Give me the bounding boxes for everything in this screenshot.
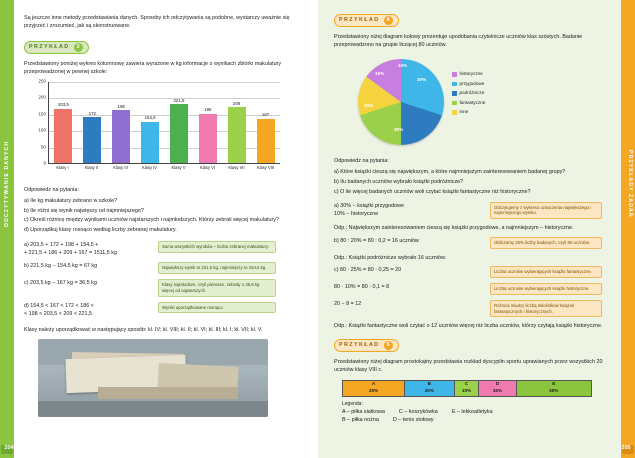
strip-label-a: A — [371, 381, 376, 387]
strip-value-a: 25% — [368, 388, 379, 394]
example-5-lead: Przedstawiony niżej diagram prostokątny przedstawia rozkład dyscyplin sportu uprawianych przez wszystkich 20 uczniów klasy VIII c. — [334, 358, 603, 373]
example-4-lead: Przedstawiony niżej diagram kołowy prezentuje upodobania czytelnicze uczniów klas szóstych. Badanie przeprowadzono na grupie liczącej 80 uczniów. — [334, 34, 583, 49]
pie-legend — [452, 71, 485, 118]
answer-b-right-text: b) 80 : 20% = 80 : 0,2 = 16 uczniów — [334, 238, 419, 245]
answer-c-note: Klasy najmłodsze, czyli pierwsze, zebrały o 36,5 kg więcej od najstarszych. — [158, 279, 276, 297]
right-page — [318, 0, 635, 458]
legend-label-przygodowe: przygodowe — [459, 80, 485, 86]
photo-stack-4 — [98, 387, 238, 399]
legend-swatch-historyczne — [452, 72, 457, 77]
strip-legend-c: C – koszykówka — [398, 409, 438, 416]
y-tick-100: 100 — [38, 127, 46, 133]
legend-swatch-podroznicze — [452, 91, 457, 96]
strip-value-e: 30% — [549, 388, 559, 394]
x-label-6: Klasy VI — [199, 164, 216, 170]
example-5-tag — [334, 339, 399, 352]
strip-legend-a: A – piłka siatkowa — [342, 409, 385, 416]
left-page-side-tab — [0, 0, 14, 458]
example-4-header — [334, 14, 616, 27]
question-c-left: c) Określ różnicę między wynikami uczniów najstarszych i najmłodszych. Którzy zebrali więcej makulatury? — [24, 217, 279, 224]
legend-label-podroznicze: podróżnicze — [459, 90, 485, 96]
bar-klasy-i — [54, 102, 72, 163]
answer-a-text — [24, 241, 152, 257]
bar-col-2 — [82, 82, 102, 163]
legend-label-fantastyczne: fantastyczne — [459, 99, 486, 105]
pie-label-podroznicze: 20% — [394, 127, 404, 133]
answer-c3-right-note: Różnica między liczbą miłośników książek fantastycznych i historycznych. — [490, 300, 602, 318]
left-page-number: 204 — [4, 444, 14, 451]
legend-swatch-inne — [452, 110, 457, 115]
answer-b-note: Największy wynik to 221,5 kg, najmniejszy to 154,5 kg. — [158, 262, 276, 274]
left-tail-text: Klasy należy uporządkować w następujący sposób: kl. IV; kl. VIII; kl. II; kl. VI; kl. III; kl. I; kl. VII; kl. V. — [24, 326, 263, 333]
answer-a-line1: a) 203,5 + 172 + 198 + 154,5 + — [24, 242, 99, 249]
strip-legend-b: B – piłka nożna — [342, 417, 379, 424]
legend-item-historyczne — [452, 71, 485, 78]
answer-b-text: b) 221,5 kg − 154,5 kg = 67 kg — [24, 263, 98, 270]
legend-item-fantastyczne — [452, 100, 485, 107]
strip-value-b: 20% — [424, 388, 434, 394]
example-4-label: PRZYKŁAD — [339, 17, 380, 24]
example-3-label: PRZYKŁAD — [29, 44, 70, 51]
answer-row-c — [24, 279, 304, 297]
left-page-content — [24, 14, 304, 417]
bar-klasy-iv — [141, 115, 159, 163]
example-3-header — [24, 41, 304, 54]
strip-segment-d — [479, 381, 516, 396]
example-5-label: PRZYKŁAD — [339, 342, 380, 348]
x-label-5: Klasy V — [171, 164, 186, 170]
strip-legend — [342, 401, 616, 425]
bar-chart-plot-area — [48, 82, 280, 164]
strip-value-c: 10% — [461, 388, 472, 394]
answer-d-line2: < 198 < 203,5 < 209 < 221,5 — [24, 310, 93, 317]
bar-klasy-ii — [83, 110, 101, 163]
question-a-right: a) Które książki cieszą się największym, a które najmniejszym zainteresowaniem badanej grupy? — [334, 169, 566, 176]
right-page-content — [334, 14, 616, 425]
bar-value-1: 203,5 — [57, 102, 69, 108]
pie-label-inne: 15% — [375, 71, 385, 77]
bar-chart — [30, 78, 280, 178]
strip-value-d: 15% — [492, 388, 503, 394]
legend-item-podroznicze — [452, 90, 485, 97]
pie-label-fantastyczne: 25% — [364, 103, 374, 109]
bar-col-7 — [227, 82, 247, 163]
y-tick-50: 50 — [40, 144, 46, 150]
answer-c2-right-text: 80 · 10% = 80 · 0,1 = 8 — [334, 284, 390, 291]
paper-stack-photo — [38, 339, 268, 417]
final-answer-right: Odp.: Książki fantastyczne woli czytać o 12 uczniów więcej niż liczba uczniów, którzy czytają książki historyczne. — [334, 323, 603, 330]
answer-a-right-line2: 10% − historyczne — [334, 210, 379, 217]
answer-d-line1: d) 154,5 < 167 < 172 < 186 < — [24, 302, 94, 309]
x-label-3: Klasy III — [113, 164, 128, 170]
x-label-4: Klasy IV — [141, 164, 158, 170]
example-4-tag — [334, 14, 399, 27]
strip-legend-row-1 — [342, 408, 616, 416]
x-label-1: Klasy I — [56, 164, 69, 170]
bar-klasy-vii — [228, 100, 246, 162]
answer-b-right-note: Obliczamy 20% liczby badanych, czyli 80 uczniów. — [490, 237, 602, 249]
answer-c-right-note: Liczba uczniów wybierających książki fantastyczne. — [490, 266, 602, 278]
answer-d-text — [24, 302, 152, 318]
x-label-2: Klasy II — [84, 164, 99, 170]
pie-label-przygodowe: 30% — [417, 77, 427, 83]
bar-chart-y-axis — [30, 78, 48, 166]
answer-a-line2: + 221,5 + 186 + 209 + 167 = 1511,5 kg — [24, 250, 117, 257]
legend-item-przygodowe — [452, 81, 485, 88]
answer-row-b — [24, 262, 304, 274]
question-b-left: b) Ile róźni się wynik najwięszy od najmniejszego? — [24, 207, 144, 214]
example-5-header — [334, 339, 616, 352]
answer-d-note: Wyniki uporządkowane rosnąco. — [158, 302, 276, 314]
bar-klasy-v — [170, 97, 188, 163]
bar-col-1 — [53, 82, 73, 163]
answer-row-b-right — [334, 237, 616, 249]
bar-series — [49, 82, 280, 163]
left-side-label: ODCZYTYWANIE DANYCH — [4, 140, 11, 228]
legend-label-historyczne: historyczne — [459, 71, 483, 77]
question-b-right: b) Ilu badanych uczniów wybrało książki podróżnicze? — [334, 178, 464, 185]
strip-legend-e: E – lekkoatletyka — [451, 409, 493, 416]
answer-row-c3-right — [334, 300, 616, 318]
answer-row-c2-right — [334, 283, 616, 295]
answer-c2-right-note: Liczba uczniów wybierających książki historyczne. — [490, 283, 602, 295]
legend-label-inne: inne — [459, 109, 469, 115]
bar-value-7: 209 — [233, 100, 241, 106]
answer-c3-right-text: 20 − 8 = 12 — [334, 300, 362, 307]
answer-row-d — [24, 302, 304, 318]
strip-legend-d: D – tenis stołowy — [392, 417, 434, 424]
answer-row-c-right — [334, 266, 616, 278]
bar-value-3: 198 — [117, 103, 125, 109]
bar-klasy-vi — [199, 107, 217, 163]
answer-c-text: c) 203,5 kg − 167 kg = 36,5 kg — [24, 280, 97, 287]
strip-segment-e — [517, 381, 591, 396]
bar-klasy-viii — [257, 112, 275, 163]
example-3-tag — [24, 41, 89, 54]
questions-title-left: Odpowiedz na pytania: — [24, 186, 79, 193]
answer-a-right-text — [334, 202, 484, 218]
questions-title-right: Odpowiedz na pytania: — [334, 158, 389, 165]
strip-label-d: D — [495, 381, 500, 387]
pie-label-historyczne: 10% — [398, 63, 408, 69]
x-label-7: Klasy VII — [228, 164, 245, 170]
answer-a-note: Suma wszystkich wyników – liczba zebranej makulatury. — [158, 241, 276, 253]
bar-value-5: 221,5 — [173, 97, 185, 103]
bar-col-5 — [169, 82, 189, 163]
bar-value-6: 186 — [204, 107, 212, 113]
bar-chart-x-labels — [48, 165, 280, 171]
legend-swatch-przygodowe — [452, 82, 457, 87]
rectangle-diagram — [342, 380, 592, 397]
answer-a-right-note: Odczytujemy z wykresu oznaczenia największego i najmniejszego wyniku. — [490, 202, 602, 220]
y-tick-150: 150 — [38, 111, 46, 117]
right-page-number: 205 — [621, 444, 631, 451]
example-3-number: 3 — [74, 43, 83, 52]
photo-ground — [38, 401, 268, 417]
question-a-left: a) Ile kg makulatury zebrano w szkole? — [24, 198, 118, 205]
answer-row-a-right — [334, 202, 616, 220]
y-tick-200: 200 — [38, 94, 46, 100]
bar-col-8 — [256, 82, 276, 163]
answer-odp-2: Odp.: Książki podróżnicze wybrało 16 uczniów. — [334, 255, 447, 262]
bar-value-4: 154,5 — [144, 115, 156, 121]
bar-col-4 — [140, 82, 160, 163]
bar-col-6 — [198, 82, 218, 163]
strip-label-e: E — [552, 381, 556, 387]
example-4-number: 4 — [384, 16, 393, 25]
intro-paragraph: Są jeszcze inne metody przedstawiania danych. Sposoby ich odczytywania są podobne, wystarczy uważnie się przyjrzeć i zrozumieć, jak są skonstruowane. — [24, 15, 290, 30]
strip-label-c: C — [464, 381, 469, 387]
legend-swatch-fantastyczne — [452, 101, 457, 106]
question-d-left: d) Uporządkuj klasy rosnąco według liczby zebranej makulatury. — [24, 226, 177, 233]
legend-item-inne — [452, 109, 485, 116]
example-5-number: 5 — [384, 341, 393, 350]
bar-value-2: 172 — [88, 110, 96, 116]
strip-segment-c — [455, 381, 480, 396]
answer-row-a — [24, 241, 304, 257]
pie-chart — [342, 55, 512, 151]
example-3-lead: Przedstawiony poniżej wykres kolumnowy zawiera wyrażone w kg informacje o wynikach zbiórki makulatury przeprowadzonej w pewnej szkole: — [24, 60, 282, 75]
right-side-label: PRZYKŁADY ZADAŃ — [626, 150, 633, 218]
y-tick-0: 0 — [43, 160, 46, 166]
answer-a-right-line1: a) 30% − książki przygodowe — [334, 202, 404, 209]
answer-odp-1: Odp.: Największym zainteresowaniem cieszą się książki przygodowe, a najmniejszym – historyczne. — [334, 225, 574, 232]
bar-col-3 — [111, 82, 131, 163]
bar-value-8: 167 — [261, 112, 270, 118]
right-page-side-tab — [621, 0, 635, 458]
strip-segment-a — [343, 381, 405, 396]
question-c-right: c) O ile więcej badanych uczniów woli czytać książki fantastyczne niż historyczne? — [334, 188, 531, 195]
y-tick-250: 250 — [38, 78, 46, 84]
strip-legend-row-2 — [342, 416, 616, 424]
strip-legend-title: Legenda: — [342, 400, 363, 407]
strip-segment-b — [405, 381, 455, 396]
answer-c-right-text: c) 80 · 25% = 80 · 0,25 = 20 — [334, 267, 402, 274]
strip-label-b: B — [427, 381, 431, 387]
x-label-8: Klasy VIII — [256, 164, 275, 170]
bar-klasy-iii — [112, 103, 130, 163]
